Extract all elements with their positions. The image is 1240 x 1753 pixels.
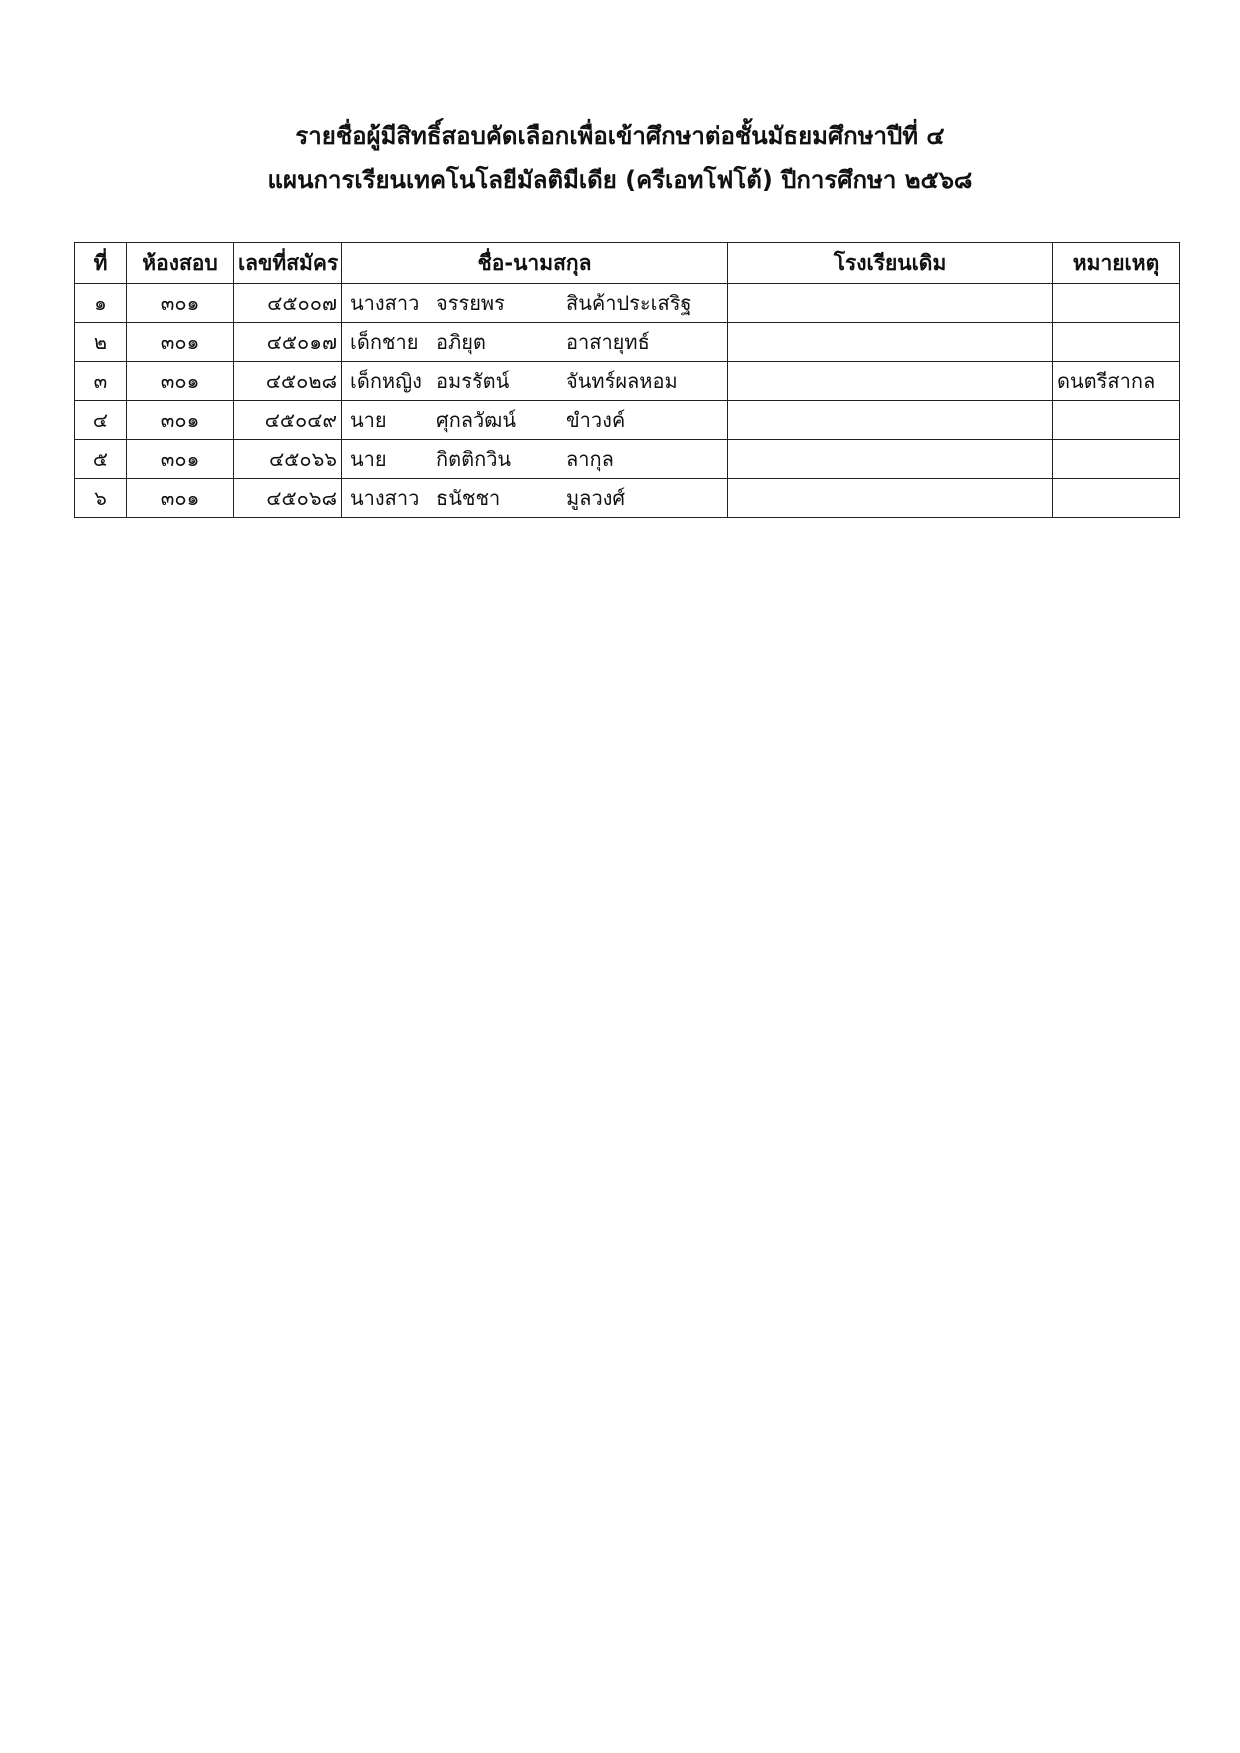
name-prefix: เด็กหญิง <box>350 369 422 393</box>
cell-app-no: ๔๕๐๐๗ <box>234 284 342 323</box>
header-school: โรงเรียนเดิม <box>728 243 1053 284</box>
first-name: อภิยุต <box>436 330 486 354</box>
cell-school <box>728 479 1053 518</box>
first-name: ธนัชชา <box>436 486 501 510</box>
cell-school <box>728 401 1053 440</box>
cell-no: ๖ <box>75 479 127 518</box>
cell-name <box>342 323 728 362</box>
cell-school <box>728 440 1053 479</box>
cell-note <box>1053 479 1180 518</box>
cell-app-no: ๔๕๐๒๘ <box>234 362 342 401</box>
cell-no: ๔ <box>75 401 127 440</box>
first-name: กิตติกวิน <box>436 447 512 471</box>
cell-note <box>1053 323 1180 362</box>
header-name: ชื่อ-นามสกุล <box>342 243 728 284</box>
first-name: อมรรัตน์ <box>436 369 510 393</box>
name-prefix: นาย <box>350 408 387 432</box>
cell-school <box>728 323 1053 362</box>
cell-name <box>342 440 728 479</box>
candidate-table <box>74 242 1180 518</box>
first-name: ศุกลวัฒน์ <box>436 408 517 432</box>
cell-room: ๓๐๑ <box>127 323 234 362</box>
table-row <box>75 323 1180 362</box>
cell-room: ๓๐๑ <box>127 440 234 479</box>
cell-room: ๓๐๑ <box>127 362 234 401</box>
cell-no: ๓ <box>75 362 127 401</box>
table-row <box>75 362 1180 401</box>
cell-name <box>342 479 728 518</box>
table-header-row <box>75 243 1180 284</box>
cell-name <box>342 362 728 401</box>
cell-note <box>1053 284 1180 323</box>
last-name: จันทร์ผลหอม <box>566 369 678 393</box>
header-room: ห้องสอบ <box>127 243 234 284</box>
name-prefix: นาย <box>350 447 387 471</box>
last-name: สินค้าประเสริฐ <box>566 291 692 315</box>
cell-no: ๕ <box>75 440 127 479</box>
cell-school <box>728 284 1053 323</box>
cell-room: ๓๐๑ <box>127 479 234 518</box>
cell-app-no: ๔๕๐๔๙ <box>234 401 342 440</box>
last-name: ลากุล <box>566 447 614 471</box>
cell-app-no: ๔๕๐๑๗ <box>234 323 342 362</box>
last-name: อาสายุทธ์ <box>566 330 650 354</box>
name-prefix: นางสาว <box>350 291 420 315</box>
cell-note: ดนตรีสากล <box>1053 362 1180 401</box>
name-prefix: นางสาว <box>350 486 420 510</box>
last-name: ขำวงค์ <box>566 408 626 432</box>
name-prefix: เด็กชาย <box>350 330 419 354</box>
cell-name <box>342 401 728 440</box>
table-row <box>75 284 1180 323</box>
cell-app-no: ๔๕๐๖๘ <box>234 479 342 518</box>
cell-room: ๓๐๑ <box>127 284 234 323</box>
table-row <box>75 401 1180 440</box>
table-row <box>75 479 1180 518</box>
document-subtitle: แผนการเรียนเทคโนโลยีมัลติมีเดีย (ครีเอทโฟโต้) ปีการศึกษา ๒๕๖๘ <box>267 166 973 194</box>
last-name: มูลวงศ์ <box>566 486 626 510</box>
document-title: รายชื่อผู้มีสิทธิ์สอบคัดเลือกเพื่อเข้าศึกษาต่อชั้นมัธยมศึกษาปีที่ ๔ <box>295 122 945 150</box>
table-row <box>75 440 1180 479</box>
cell-school <box>728 362 1053 401</box>
cell-name <box>342 284 728 323</box>
cell-no: ๑ <box>75 284 127 323</box>
cell-app-no: ๔๕๐๖๖ <box>234 440 342 479</box>
cell-room: ๓๐๑ <box>127 401 234 440</box>
header-no: ที่ <box>75 243 127 284</box>
header-app-no: เลขที่สมัคร <box>234 243 342 284</box>
header-note: หมายเหตุ <box>1053 243 1180 284</box>
cell-no: ๒ <box>75 323 127 362</box>
cell-note <box>1053 440 1180 479</box>
cell-note <box>1053 401 1180 440</box>
first-name: จรรยพร <box>436 291 505 315</box>
